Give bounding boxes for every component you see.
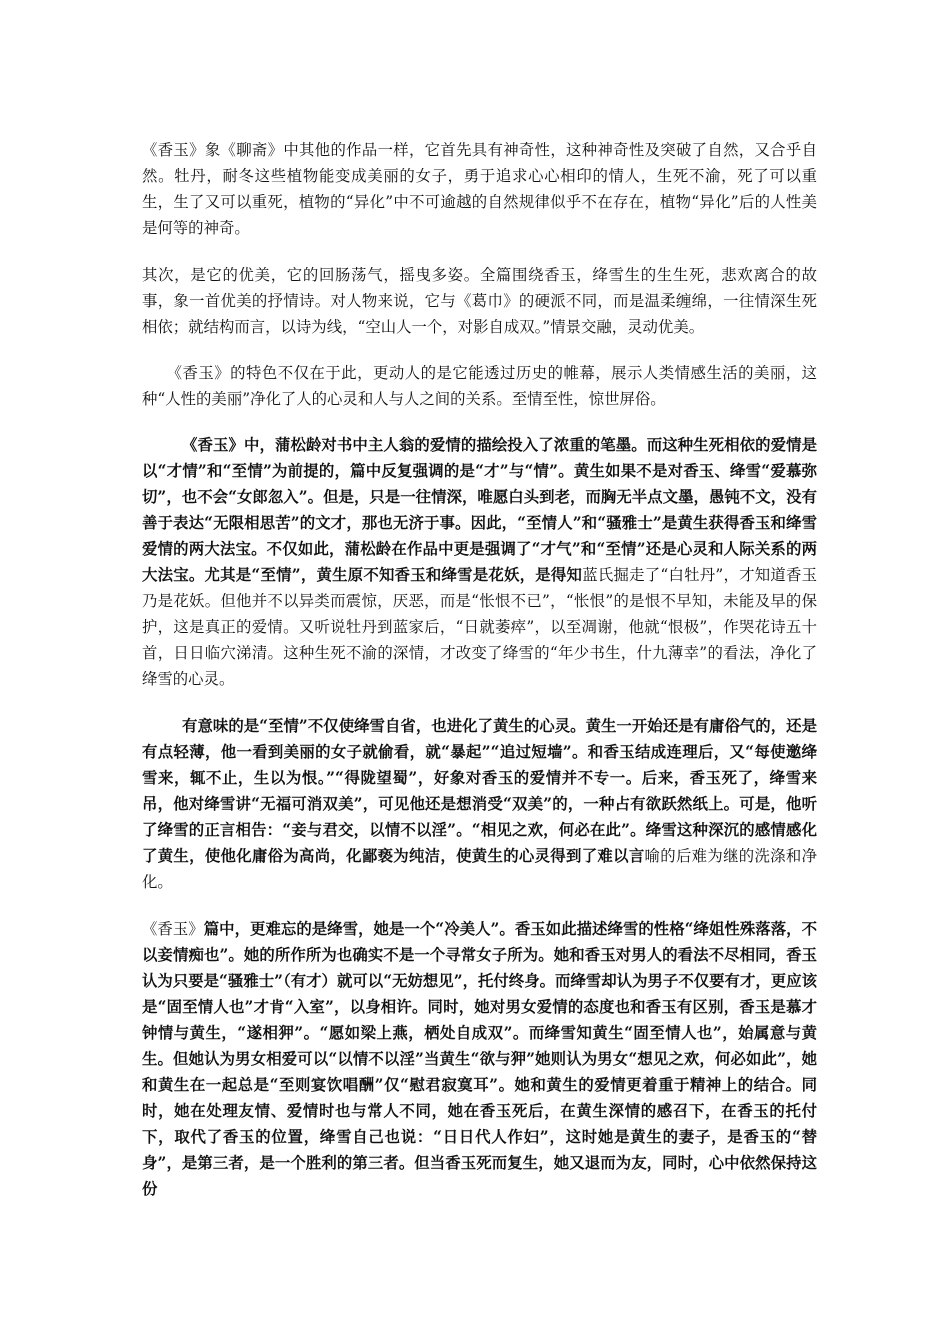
paragraph-4-plain-text: 蓝氏掘走了“白牡丹”，才知道香玉乃是花妖。但他并不以异类而震惊，厌恶，而是“怅恨不已”，“怅恨”的是恨不早知，未能及早的保护，这是真正的爱情。又听说牡丹到蓝家后，“日就萎瘁”，以至凋谢，他就“恨极”，作哭花诗五十首，日日临穴涕清。这种生死不渝的深情，才改变了绛雪的“年少书生，什九薄幸”的看法，净化了绛雪的心灵。 xyxy=(142,566,817,688)
paragraph-6 xyxy=(142,916,817,1202)
paragraph-1 xyxy=(142,137,817,241)
paragraph-5 xyxy=(142,713,817,895)
paragraph-3 xyxy=(142,360,817,412)
paragraph-2 xyxy=(142,262,817,340)
paragraph-5-plain-text: 喻的后难为继的洗涤和净化。 xyxy=(142,847,817,891)
document-body xyxy=(142,137,817,1202)
paragraph-6-bold-text: 篇中，更难忘的是绛雪，她是一个“冷美人”。香玉如此描述绛雪的性格“绛姐性殊落落，不以妾情痴也”。她的所作所为也确实不是一个寻常女子所为。她和香玉对男人的看法不尽相同，香玉认为只要是“骚雅士”（有才）就可以“无妨想见”，托付终身。而绛雪却认为男子不仅要有才，更应该是“固至情人也”才肯“入室”，以身相许。同时，她对男女爱情的态度也和香玉有区别，香玉是慕才钟情与黄生，“遂相狎”。“愿如梁上燕，栖处自成双”。而绛雪知黄生“固至情人也”，始属意与黄生。但她认为男女相爱可以“以情不以淫”当黄生“欲与狎”她则认为男女“想见之欢，何必如此”，她和黄生在一起总是“至则宴饮唱酬”仅“慰君寂寞耳”。她和黄生的爱情更着重于精神上的结合。同时，她在处理友情、爱情时也与常人不同，她在香玉死后，在黄生深情的感召下，在香玉的托付下，取代了香玉的位置，绛雪自己也说：“日日代人作妇”，这时她是黄生的妻子，是香玉的“替身”，是第三者，是一个胜利的第三者。但当香玉死而复生，她又退而为友，同时，心中依然保持这份 xyxy=(142,920,817,1198)
paragraph-6-title-text: 《香玉》 xyxy=(142,920,204,938)
paragraph-2-text: 其次，是它的优美，它的回肠荡气，摇曳多姿。全篇围绕香玉，绛雪生的生生死，悲欢离合的故事，象一首优美的抒情诗。对人物来说，它与《葛巾》的硬派不同，而是温柔缠绵，一往情深生死相依；就结构而言，以诗为线，“空山人一个，对影自成双。”情景交融，灵动优美。 xyxy=(142,266,817,336)
paragraph-4 xyxy=(142,432,817,692)
paragraph-4-bold-text: 《香玉》中，蒲松龄对书中主人翁的爱情的描绘投入了浓重的笔墨。而这种生死相依的爱情是以“才情”和“至情”为前提的，篇中反复强调的是“才”与“情”。黄生如果不是对香玉、绛雪“爱慕弥切”，也不会“女郎忽入”。但是，只是一往情深，唯愿白头到老，而胸无半点文墨，愚钝不文，没有善于表达“无限相思苦”的文才，那也无济于事。因此，“至情人”和“骚雅士”是黄生获得香玉和绛雪爱情的两大法宝。不仅如此，蒲松龄在作品中更是强调了“才气”和“至情”还是心灵和人际关系的两大法宝。尤其是“至情”，黄生原不知香玉和绛雪是花妖，是得知 xyxy=(142,436,817,584)
paragraph-3-text: 《香玉》的特色不仅在于此，更动人的是它能透过历史的帷幕，展示人类情感生活的美丽，这种“人性的美丽”净化了人的心灵和人与人之间的关系。至情至性，惊世屏俗。 xyxy=(142,364,817,408)
paragraph-5-bold-text: 有意味的是“至情”不仅使绛雪自省，也进化了黄生的心灵。黄生一开始还是有庸俗气的，还是有点轻薄，他一看到美丽的女子就偷看，就“暴起”“追过短墙”。和香玉结成连理后，又“每使邀绛雪来，辄不止，生以为恨。”“得陇望蜀”，好象对香玉的爱情并不专一。后来，香玉死了，绛雪来吊，他对绛雪讲“无福可消双美”，可见他还是想消受“双美”的，一种占有欲跃然纸上。可是，他听了绛雪的正言相告：“妾与君交，以情不以淫”。“相见之欢，何必在此”。绛雪这种深沉的感情感化了黄生，使他化庸俗为高尚，化鄙亵为纯洁，使黄生的心灵得到了难以言 xyxy=(142,717,817,865)
paragraph-1-text: 《香玉》象《聊斋》中其他的作品一样，它首先具有神奇性，这种神奇性及突破了自然，又合乎自然。牡丹，耐冬这些植物能变成美丽的女子，勇于追求心心相印的情人，生死不渝，死了可以重生，生了又可以重死，植物的“异化”中不可逾越的自然规律似乎不在存在，植物“异化”后的人性美是何等的神奇。 xyxy=(142,141,817,237)
